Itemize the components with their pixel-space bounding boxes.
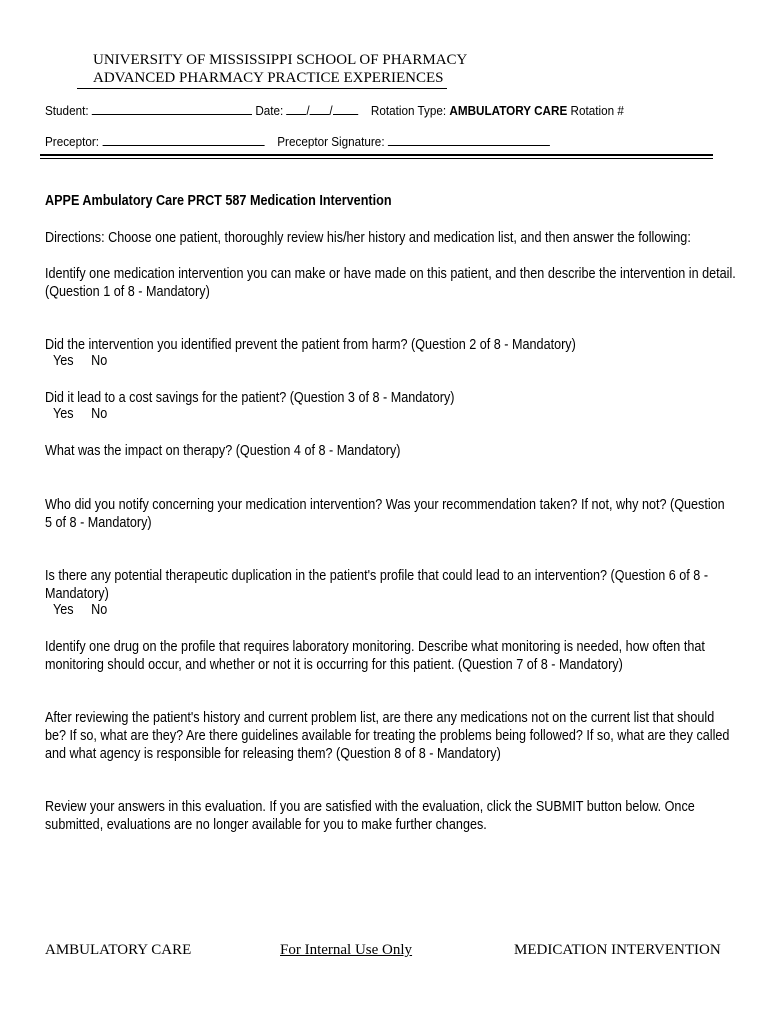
question-6-options [53, 602, 107, 618]
yes-option[interactable]: Yes [53, 406, 74, 422]
student-row [45, 103, 624, 118]
question-5-line-2: 5 of 8 - Mandatory) [45, 515, 152, 531]
rotation-number-label: Rotation # [570, 103, 624, 118]
question-3: Did it lead to a cost savings for the patient? (Question 3 of 8 - Mandatory) [45, 390, 455, 406]
question-1-line-1: Identify one medication intervention you can make or have made on this patient, and then describe the intervention in detail. [45, 266, 736, 282]
header-program: ADVANCED PHARMACY PRACTICE EXPERIENCES [93, 70, 444, 86]
question-5 [45, 496, 725, 532]
question-7 [45, 638, 705, 674]
rotation-type-label: Rotation Type: [370, 103, 447, 118]
date-separator: / [306, 103, 310, 118]
review-note-line-2: submitted, evaluations are no longer available for you to make further changes. [45, 817, 487, 833]
question-1 [45, 265, 736, 301]
date-month-field[interactable] [287, 103, 307, 115]
preceptor-signature-field[interactable] [388, 134, 550, 146]
date-label: Date: [255, 103, 284, 118]
no-option[interactable]: No [91, 406, 108, 422]
student-field[interactable] [92, 103, 252, 115]
header-underline [77, 88, 447, 89]
preceptor-label: Preceptor: [45, 134, 99, 149]
question-6 [45, 567, 708, 603]
date-separator: / [329, 103, 333, 118]
double-rule-top [40, 154, 713, 156]
no-option[interactable]: No [91, 353, 108, 369]
review-note [45, 798, 695, 834]
question-8-line-3: and what agency is responsible for releasing them? (Question 8 of 8 - Mandatory) [45, 746, 501, 762]
double-rule-bottom [40, 158, 713, 159]
date-year-field[interactable] [333, 103, 358, 115]
yes-option[interactable]: Yes [53, 353, 74, 369]
question-8-line-1: After reviewing the patient's history and current problem list, are there any medications not on the current list that should [45, 710, 715, 726]
question-5-line-1: Who did you notify concerning your medication intervention? Was your recommendation taken? If not, why not? (Question [45, 497, 725, 513]
footer-left: AMBULATORY CARE [45, 942, 192, 958]
question-4: What was the impact on therapy? (Question 4 of 8 - Mandatory) [45, 443, 401, 459]
question-8 [45, 709, 729, 763]
review-note-line-1: Review your answers in this evaluation. If you are satisfied with the evaluation, click the SUBMIT button below. Once [45, 799, 695, 815]
directions: Directions: Choose one patient, thoroughly review his/her history and medication list, and then answer the following: [45, 230, 691, 246]
preceptor-row [45, 134, 550, 149]
form-title: APPE Ambulatory Care PRCT 587 Medication Intervention [45, 193, 392, 209]
question-3-options [53, 406, 107, 422]
yes-option[interactable]: Yes [53, 602, 74, 618]
question-7-line-2: monitoring should occur, and whether or not it is occurring for this patient. (Question 7 of 8 - Mandatory) [45, 657, 623, 673]
preceptor-field[interactable] [102, 134, 264, 146]
no-option[interactable]: No [91, 602, 108, 618]
header-university: UNIVERSITY OF MISSISSIPPI SCHOOL OF PHARMACY [93, 52, 468, 68]
question-1-line-2: (Question 1 of 8 - Mandatory) [45, 284, 210, 300]
question-2: Did the intervention you identified prevent the patient from harm? (Question 2 of 8 - Mandatory) [45, 337, 576, 353]
footer-center: For Internal Use Only [280, 942, 413, 958]
date-day-field[interactable] [310, 103, 330, 115]
question-7-line-1: Identify one drug on the profile that requires laboratory monitoring. Describe what monitoring is needed, how often that [45, 639, 705, 655]
rotation-type-value: AMBULATORY CARE [449, 103, 568, 118]
question-6-line-1: Is there any potential therapeutic duplication in the patient's profile that could lead to an intervention? (Question 6 of 8 - [45, 568, 709, 584]
question-2-options [53, 353, 107, 369]
preceptor-signature-label: Preceptor Signature: [277, 134, 385, 149]
student-label: Student: [45, 103, 89, 118]
question-8-line-2: be? If so, what are they? Are there guidelines available for treating the problems being followed? If so, what are they called [45, 728, 730, 744]
question-6-line-2: Mandatory) [45, 586, 109, 602]
footer-right: MEDICATION INTERVENTION [514, 942, 721, 958]
